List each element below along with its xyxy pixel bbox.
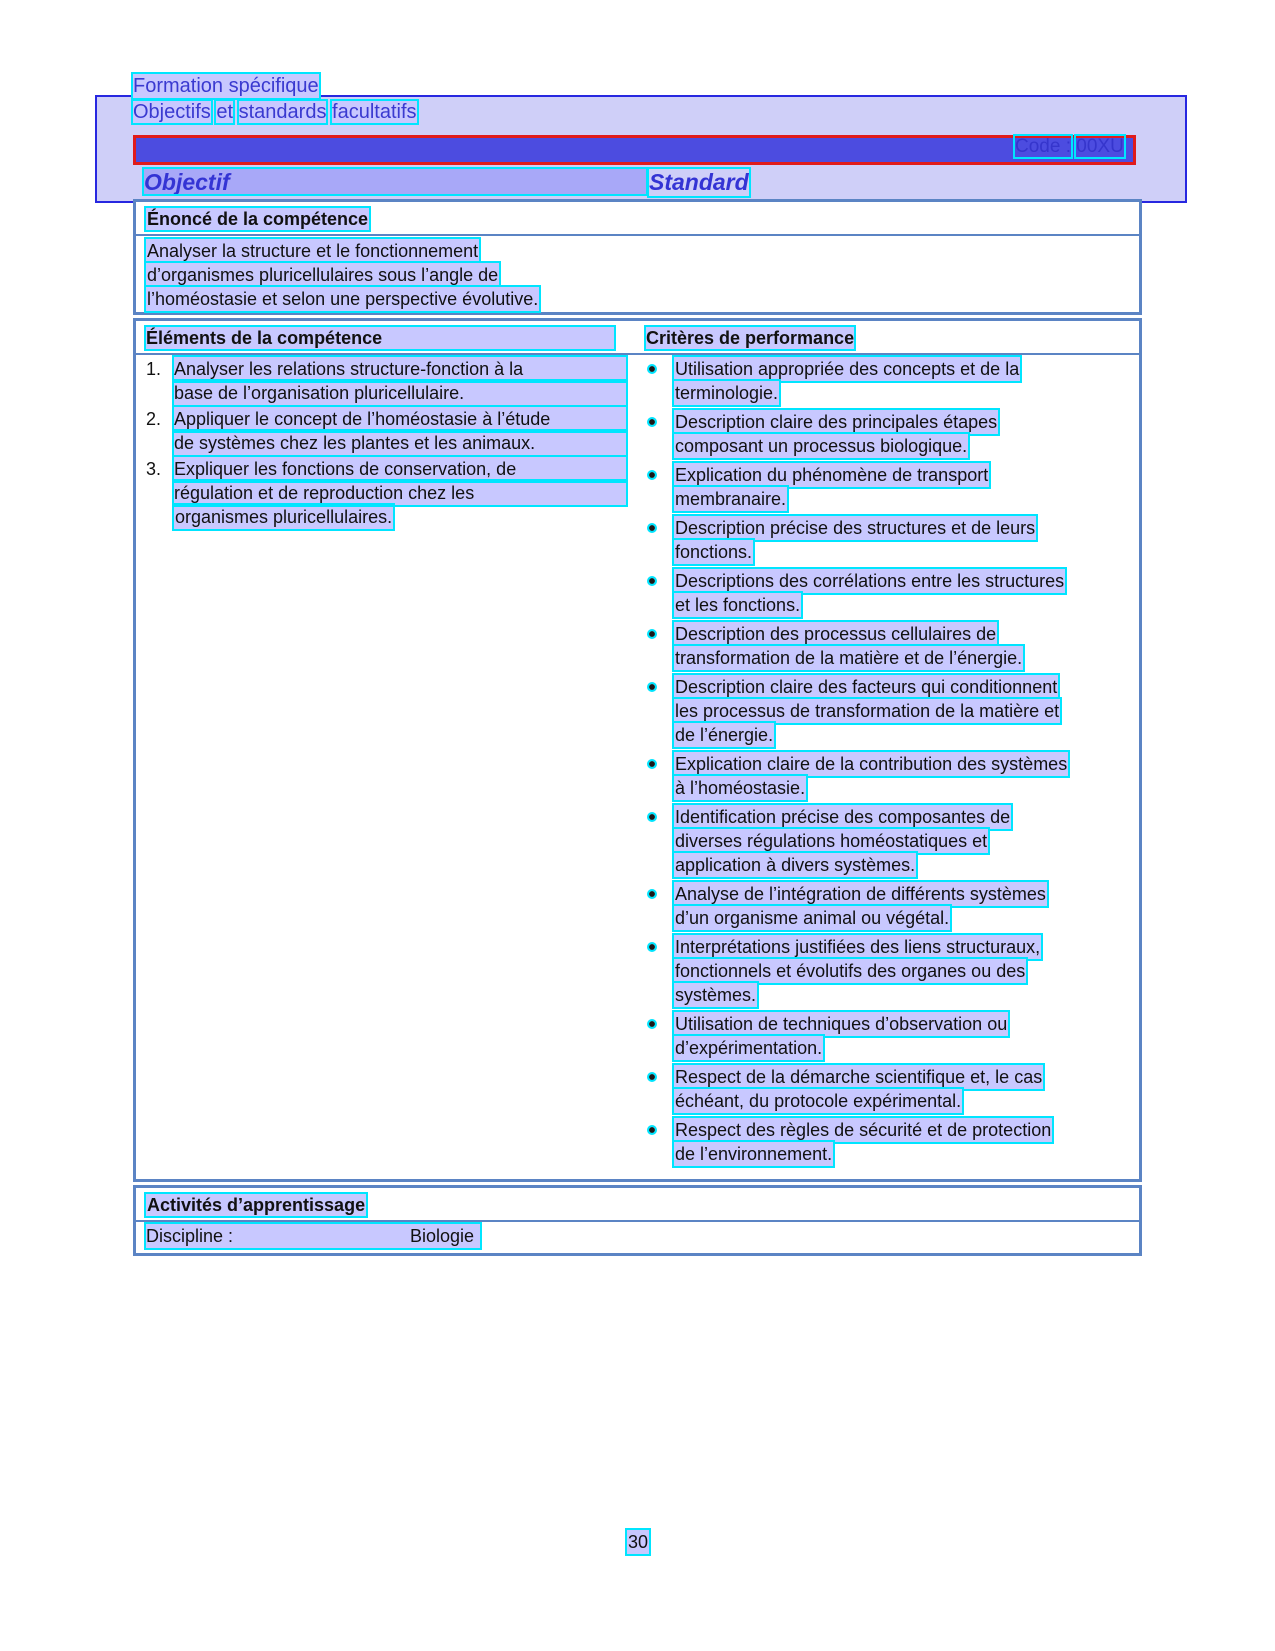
critere-line: de l’environnement.: [675, 1144, 833, 1164]
critere-line: systèmes.: [675, 985, 757, 1005]
bullet-icon: [649, 1074, 655, 1080]
critere-line: Respect des règles de sécurité et de protection: [675, 1120, 1052, 1140]
critere-line: Explication claire de la contribution des systèmes: [675, 754, 1068, 774]
critere-line: à l’homéostasie.: [675, 778, 806, 798]
element-item: [146, 457, 626, 529]
subtitle-word: facultatifs: [332, 101, 417, 123]
code-value: 00XU: [1076, 136, 1124, 157]
critere-line: échéant, du protocole expérimental.: [675, 1091, 962, 1111]
enonce-line: l’homéostasie et selon une perspective évolutive.: [147, 289, 539, 309]
critere-item: [646, 622, 1126, 670]
bullet-icon: [649, 684, 655, 690]
critere-line: terminologie.: [675, 383, 779, 403]
element-line: Analyser les relations structure-fonction à la: [174, 357, 626, 381]
element-line: base de l’organisation pluricellulaire.: [174, 381, 626, 405]
element-line: régulation et de reproduction chez les: [174, 481, 626, 505]
bullet-icon: [649, 1021, 655, 1027]
discipline-value: Biologie: [410, 1226, 475, 1246]
code-label: Code :: [1015, 136, 1071, 157]
activites-box: [133, 1185, 1142, 1256]
critere-line: membranaire.: [675, 489, 787, 509]
critere-line: Descriptions des corrélations entre les structures: [675, 571, 1065, 591]
critere-item: [646, 569, 1126, 617]
element-line: de systèmes chez les plantes et les animaux.: [174, 431, 626, 455]
critere-line: Analyse de l’intégration de différents systèmes: [675, 884, 1046, 904]
subtitle-word: Objectifs: [133, 101, 211, 123]
critere-line: de l’énergie.: [675, 725, 774, 745]
elements-title: Éléments de la compétence: [146, 327, 614, 349]
enonce-text: [146, 239, 539, 311]
bullet-icon: [649, 366, 655, 372]
critere-item: [646, 882, 1126, 930]
standard-header: [649, 169, 749, 196]
critere-line: Interprétations justifiées des liens structuraux,: [675, 937, 1041, 957]
section-subtitle: [133, 100, 417, 124]
element-number: 3.: [146, 459, 162, 479]
discipline-label: Discipline :: [146, 1226, 234, 1246]
bullet-icon: [649, 814, 655, 820]
critere-line: transformation de la matière et de l’énergie.: [675, 648, 1023, 668]
critere-line: diverses régulations homéostatiques et: [675, 831, 988, 851]
element-line: Expliquer les fonctions de conservation, de: [174, 457, 626, 481]
enonce-line: d’organismes pluricellulaires sous l’angle de: [147, 265, 499, 285]
critere-item: [646, 675, 1126, 747]
page-number: 30: [628, 1532, 649, 1552]
code-field: [1015, 136, 1124, 158]
critere-item: [646, 935, 1126, 1007]
critere-line: d’un organisme animal ou végétal.: [675, 908, 950, 928]
bullet-icon: [649, 472, 655, 478]
section-title: Formation spécifique: [133, 75, 319, 97]
critere-line: Utilisation appropriée des concepts et de la: [675, 359, 1020, 379]
bullet-icon: [649, 891, 655, 897]
element-line: Appliquer le concept de l’homéostasie à l’étude: [174, 407, 626, 431]
critere-line: application à divers systèmes.: [675, 855, 916, 875]
critere-item: [646, 805, 1126, 877]
critere-line: Explication du phénomène de transport: [675, 465, 989, 485]
bullet-icon: [649, 419, 655, 425]
critere-line: composant un processus biologique.: [675, 436, 968, 456]
element-number: 1.: [146, 359, 162, 379]
critere-line: Respect de la démarche scientifique et, le cas: [675, 1067, 1043, 1087]
critere-line: Description précise des structures et de leurs: [675, 518, 1036, 538]
element-number: 2.: [146, 409, 162, 429]
critere-line: et les fonctions.: [675, 595, 801, 615]
bullet-icon: [649, 525, 655, 531]
enonce-line: Analyser la structure et le fonctionnement: [147, 241, 479, 261]
critere-item: [646, 516, 1126, 564]
bullet-icon: [649, 944, 655, 950]
elements-list: [146, 357, 626, 529]
objectif-label: Objectif: [144, 169, 230, 195]
bullet-icon: [649, 1127, 655, 1133]
subtitle-word: standards: [238, 101, 327, 123]
activites-title: Activités d’apprentissage: [147, 1195, 366, 1215]
enonce-box: [133, 199, 1142, 315]
critere-item: [646, 1065, 1126, 1113]
critere-line: Description claire des facteurs qui conditionnent: [675, 677, 1058, 697]
critere-line: Utilisation de techniques d’observation ou: [675, 1014, 1008, 1034]
code-bar: [133, 135, 1136, 165]
critere-item: [646, 1118, 1126, 1166]
standard-label: Standard: [649, 169, 749, 195]
critere-line: Description des processus cellulaires de: [675, 624, 997, 644]
criteres-list: [646, 357, 1126, 1171]
critere-item: [646, 357, 1126, 405]
bullet-icon: [649, 761, 655, 767]
critere-line: fonctions.: [675, 542, 753, 562]
critere-line: Identification précise des composantes de: [675, 807, 1011, 827]
subtitle-word: et: [216, 101, 234, 123]
critere-item: [646, 463, 1126, 511]
critere-item: [646, 410, 1126, 458]
critere-line: fonctionnels et évolutifs des organes ou des: [675, 961, 1026, 981]
critere-line: d’expérimentation.: [675, 1038, 823, 1058]
critere-item: [646, 1012, 1126, 1060]
critere-line: Description claire des principales étapes: [675, 412, 998, 432]
criteres-title: Critères de performance: [646, 328, 855, 348]
elements-criteres-box: [133, 318, 1142, 1182]
element-item: [146, 357, 626, 405]
enonce-title: Énoncé de la compétence: [147, 209, 369, 229]
critere-item: [646, 752, 1126, 800]
bullet-icon: [649, 631, 655, 637]
critere-line: les processus de transformation de la matière et: [675, 701, 1060, 721]
bullet-icon: [649, 578, 655, 584]
element-item: [146, 407, 626, 455]
objectif-header: [144, 169, 646, 194]
discipline-field: [146, 1224, 480, 1248]
element-line: organismes pluricellulaires.: [175, 507, 393, 527]
